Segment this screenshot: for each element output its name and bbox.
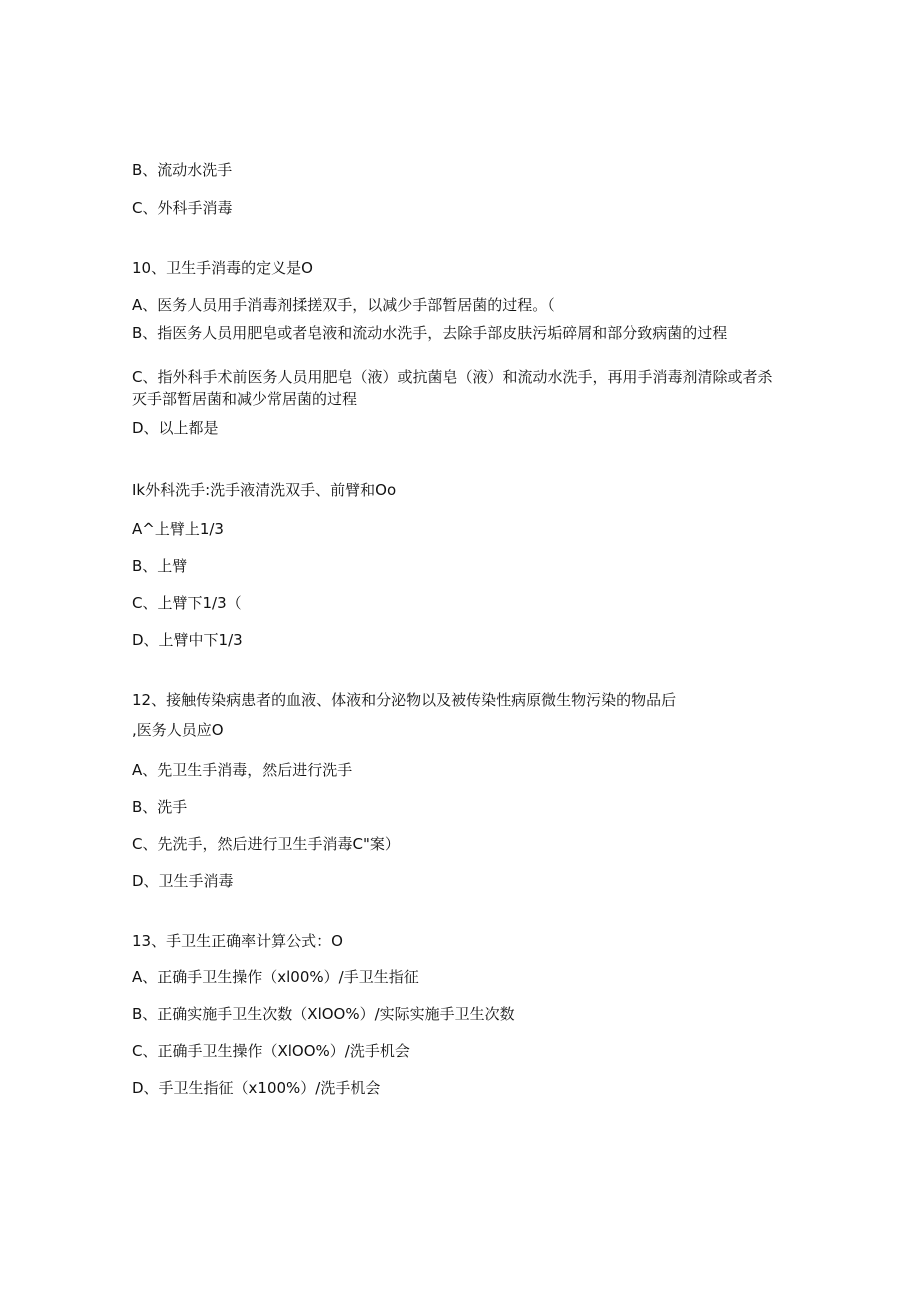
question-12-stem-line2: ,医务人员应O [132,721,224,739]
question-12-option-b: B、洗手 [132,798,188,816]
question-11-option-a: A^上臂上1/3 [132,520,224,538]
question-11-option-b: B、上臂 [132,557,188,575]
question-11-stem: Ik外科洗手:洗手液清洗双手、前臂和Oo [132,481,397,499]
question-10-option-d: D、以上都是 [132,419,219,437]
option-prev-c: C、外科手消毒 [132,199,233,217]
question-10-option-a: A、医务人员用手消毒剂揉搓双手，以减少手部暂居菌的过程。（ [132,296,555,314]
question-13-option-a: A、正确手卫生操作（xl00%）/手卫生指征 [132,968,419,986]
option-prev-b: B、流动水洗手 [132,161,233,179]
question-12-option-a: A、先卫生手消毒，然后进行洗手 [132,761,353,779]
question-13-option-c: C、正确手卫生操作（XlOO%）/洗手机会 [132,1042,410,1060]
question-13-stem: 13、手卫生正确率计算公式：O [132,932,343,950]
question-13-option-d: D、手卫生指征（x100%）/洗手机会 [132,1079,381,1097]
question-12-option-c: C、先洗手，然后进行卫生手消毒C"案） [132,835,400,853]
question-11-option-c: C、上臂下1/3（ [132,594,242,612]
question-12-option-d: D、卫生手消毒 [132,872,234,890]
question-10-stem: 10、卫生手消毒的定义是O [132,259,313,277]
question-10-option-b: B、指医务人员用肥皂或者皂液和流动水洗手，去除手部皮肤污垢碎屑和部分致病菌的过程 [132,324,728,342]
question-11-option-d: D、上臂中下1/3 [132,631,243,649]
question-10-option-c: C、指外科手术前医务人员用肥皂（液）或抗菌皂（液）和流动水洗手，再用手消毒剂清除或者杀灭手部暂居菌和减少常居菌的过程 [132,368,773,408]
question-12-stem-line1: 12、接触传染病患者的血液、体液和分泌物以及被传染性病原微生物污染的物品后 [132,691,677,709]
question-13-option-b: B、正确实施手卫生次数（XlOO%）/实际实施手卫生次数 [132,1005,515,1023]
